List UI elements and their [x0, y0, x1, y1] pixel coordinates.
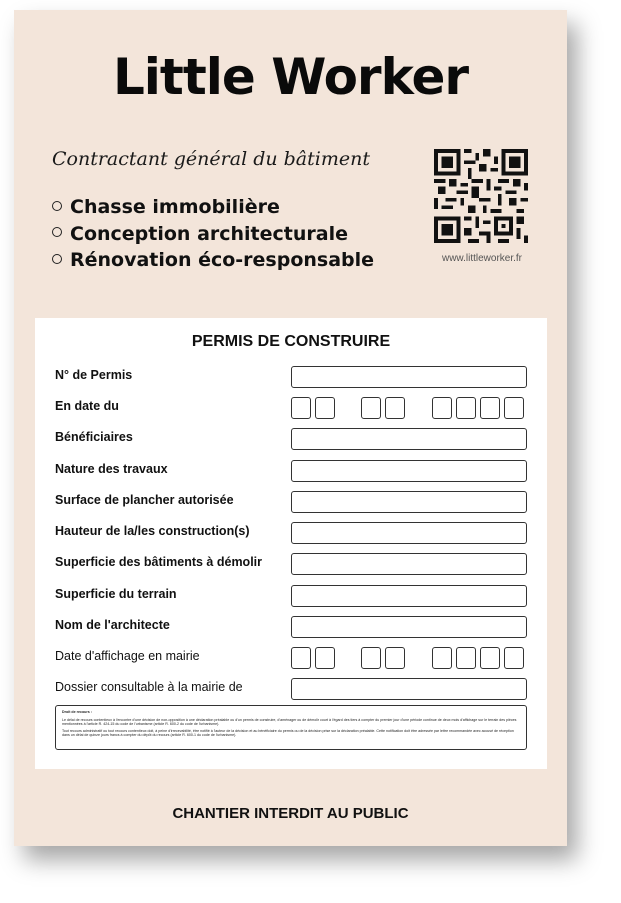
day-digit-box[interactable]: [291, 647, 311, 669]
architect-field[interactable]: [291, 616, 527, 638]
service-item: [52, 194, 374, 221]
row-display-date: [55, 647, 527, 669]
field-label: Nom de l'architecte: [55, 618, 170, 632]
circle-bullet-icon: [52, 201, 62, 211]
brand-logo: Little Worker: [112, 48, 469, 106]
year-digit-box[interactable]: [456, 647, 476, 669]
website-url: www.littleworker.fr: [441, 253, 522, 264]
circle-bullet-icon: [52, 254, 62, 264]
field-label: En date du: [55, 399, 119, 413]
field-label: Hauteur de la/les construction(s): [55, 524, 250, 538]
month-digit-box[interactable]: [385, 397, 405, 419]
construction-panel: [14, 10, 567, 846]
field-label: Dossier consultable à la mairie de: [55, 680, 243, 694]
year-digit-box[interactable]: [432, 647, 452, 669]
row-consultation: [55, 678, 527, 700]
row-height: [55, 522, 527, 544]
legal-title: Droit de recours :: [62, 710, 92, 714]
service-label: Chasse immobilière: [70, 196, 280, 218]
month-digit-box[interactable]: [361, 647, 381, 669]
day-digit-box[interactable]: [315, 397, 335, 419]
service-label: Conception architecturale: [70, 222, 348, 245]
service-label: Rénovation éco-responsable: [70, 249, 375, 271]
year-digit-box[interactable]: [504, 647, 524, 669]
year-digit-box[interactable]: [480, 397, 500, 419]
row-work-nature: [55, 460, 527, 482]
row-demolition-area: [55, 553, 527, 575]
work-nature-field[interactable]: [291, 460, 527, 482]
demolition-area-field[interactable]: [291, 553, 527, 575]
year-digit-box[interactable]: [456, 397, 476, 419]
year-digit-box[interactable]: [480, 647, 500, 669]
beneficiaries-field[interactable]: [291, 428, 527, 450]
permit-number-field[interactable]: [291, 366, 527, 388]
row-floor-area: [55, 491, 527, 513]
consultation-field[interactable]: [291, 678, 527, 700]
height-field[interactable]: [291, 522, 527, 544]
service-item: [52, 247, 374, 274]
field-label: Date d'affichage en mairie: [55, 649, 200, 663]
field-label: Superficie du terrain: [55, 587, 177, 601]
field-label: N° de Permis: [55, 368, 133, 382]
service-item: [52, 221, 374, 248]
services-list: [52, 194, 374, 274]
field-label: Superficie des bâtiments à démolir: [55, 555, 263, 569]
circle-bullet-icon: [52, 227, 62, 237]
month-digit-box[interactable]: [361, 397, 381, 419]
year-digit-box[interactable]: [432, 397, 452, 419]
legal-notice: [55, 705, 527, 750]
row-date: [55, 397, 527, 419]
floor-area-field[interactable]: [291, 491, 527, 513]
day-digit-box[interactable]: [291, 397, 311, 419]
row-beneficiaries: [55, 428, 527, 450]
land-area-field[interactable]: [291, 585, 527, 607]
permit-form: [35, 318, 547, 769]
year-digit-box[interactable]: [504, 397, 524, 419]
row-architect: [55, 616, 527, 638]
field-label: Bénéficiaires: [55, 430, 133, 444]
legal-paragraph: Le délai de recours contentieux à l'encontre d'une décision de non-opposition à une déclaration préalable ou d'un permis de construire, d'aménager ou de démolir court à l'égard des tiers à compter du premier jour d'une période continue de deux mois d'affichage sur le terrain des pièces mentionnées à l'article R. 424-15 du code de l'urbanisme (article R. 600-2 du code de l'urbanisme).: [62, 717, 517, 727]
row-land-area: [55, 585, 527, 607]
row-permit-number: [55, 366, 527, 388]
field-label: Surface de plancher autorisée: [55, 493, 234, 507]
day-digit-box[interactable]: [315, 647, 335, 669]
public-warning: CHANTIER INTERDIT AU PUBLIC: [172, 805, 409, 822]
month-digit-box[interactable]: [385, 647, 405, 669]
tagline: Contractant général du bâtiment: [52, 148, 370, 170]
qr-code-icon: [434, 149, 528, 243]
legal-paragraph: Tout recours administratif ou tout recours contentieux doit, à peine d'irrecevabilité, être notifié à l'auteur de la décision et au bénéficiaire du permis ou de la décision prise sur la déclaration préalable. Cette notification doit être adressée par lettre recommandée avec accusé de réception dans un délai de quinze jours francs à compter du dépôt du recours (article R. 600-1 du code de l'urbanisme).: [62, 728, 514, 738]
field-label: Nature des travaux: [55, 462, 168, 476]
form-title: PERMIS DE CONSTRUIRE: [191, 333, 391, 350]
